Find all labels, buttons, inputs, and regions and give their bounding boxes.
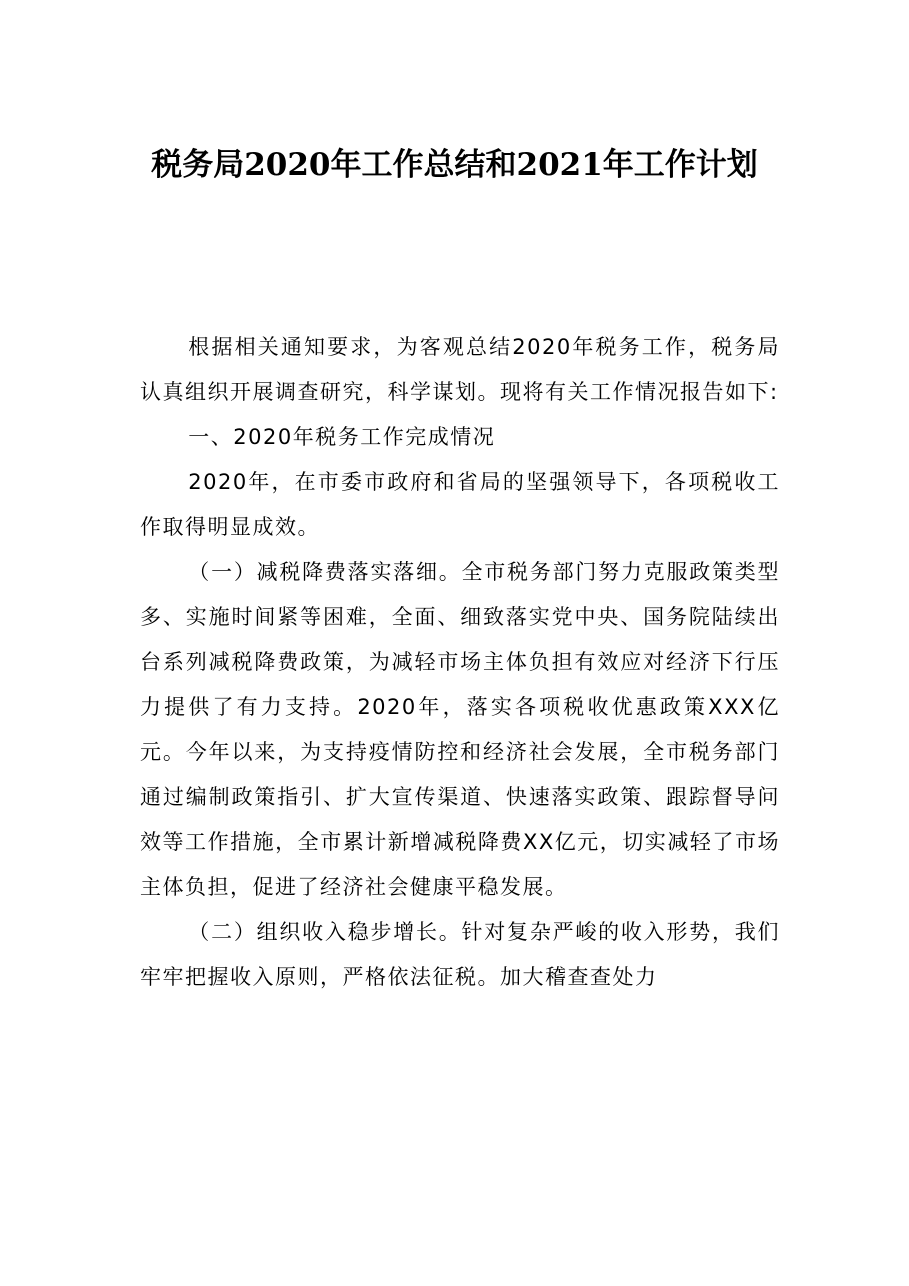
tax-reduction-paragraph: （一）减税降费落实落细。全市税务部门努力克服政策类型多、实施时间紧等困难，全面、细致落实党中央、国务院陆续出台系列减税降费政策，为减轻市场主体负担有效应对经济下行压力提供了有力支持。2020年，落实各项税收优惠政策XXX亿元。今年以来，为支持疫情防控和经济社会发展，全市税务部门通过编制政策指引、扩大宣传渠道、快速落实政策、跟踪督导问效等工作措施，全市累计新增减税降费XX亿元，切实减轻了市场主体负担，促进了经济社会健康平稳发展。 (140, 560, 780, 899)
document-title: 税务局2020年工作总结和2021年工作计划 (151, 147, 758, 183)
document-body (140, 325, 780, 1000)
section-summary-paragraph: 2020年，在市委市政府和省局的坚强领导下，各项税收工作取得明显成效。 (140, 470, 780, 539)
revenue-growth-paragraph: （二）组织收入稳步增长。针对复杂严峻的收入形势，我们牢牢把握收入原则，严格依法征税。加大稽查查处力 (140, 920, 780, 989)
intro-paragraph: 根据相关通知要求，为客观总结2020年税务工作，税务局认真组织开展调查研究，科学谋划。现将有关工作情况报告如下: (140, 335, 780, 404)
section-heading: 一、2020年税务工作完成情况 (188, 425, 496, 449)
